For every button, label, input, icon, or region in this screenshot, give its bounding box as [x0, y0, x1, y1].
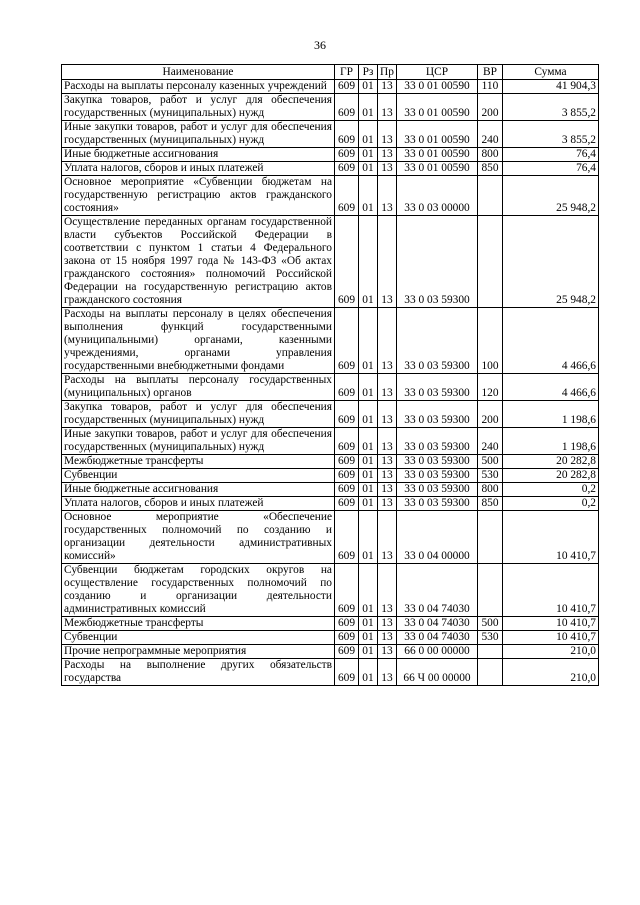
table-row — [62, 162, 599, 176]
row-name-cell: Межбюджетные трансферты — [62, 455, 335, 469]
row-vr-cell: 240 — [478, 121, 503, 148]
row-sum-cell: 76,4 — [503, 148, 599, 162]
table-row — [62, 308, 599, 374]
row-csr-cell: 33 0 03 59300 — [397, 455, 478, 469]
row-gr-cell: 609 — [335, 455, 359, 469]
table-row — [62, 374, 599, 401]
table-row — [62, 483, 599, 497]
row-sum-cell: 41 904,3 — [503, 80, 599, 94]
row-vr-cell: 500 — [478, 617, 503, 631]
table-row — [62, 659, 599, 686]
row-gr-cell: 609 — [335, 659, 359, 686]
row-vr-cell — [478, 216, 503, 308]
row-csr-cell: 33 0 03 59300 — [397, 216, 478, 308]
row-pr-cell: 13 — [378, 483, 397, 497]
row-csr-cell: 33 0 03 59300 — [397, 401, 478, 428]
table-row — [62, 94, 599, 121]
row-gr-cell: 609 — [335, 374, 359, 401]
row-pr-cell: 13 — [378, 455, 397, 469]
row-vr-cell — [478, 564, 503, 617]
row-pr-cell: 13 — [378, 645, 397, 659]
row-vr-cell: 120 — [478, 374, 503, 401]
row-name-cell: Закупка товаров, работ и услуг для обеспечения государственных (муниципальных) нужд — [62, 401, 335, 428]
column-header-rz: Рз — [359, 65, 378, 80]
row-rz-cell: 01 — [359, 428, 378, 455]
row-rz-cell: 01 — [359, 216, 378, 308]
row-sum-cell: 10 410,7 — [503, 564, 599, 617]
row-rz-cell: 01 — [359, 511, 378, 564]
row-name-cell: Субвенции — [62, 631, 335, 645]
row-csr-cell: 33 0 03 59300 — [397, 483, 478, 497]
row-vr-cell: 530 — [478, 469, 503, 483]
row-pr-cell: 13 — [378, 162, 397, 176]
row-rz-cell: 01 — [359, 94, 378, 121]
row-sum-cell: 20 282,8 — [503, 455, 599, 469]
row-pr-cell: 13 — [378, 497, 397, 511]
row-name-cell: Уплата налогов, сборов и иных платежей — [62, 497, 335, 511]
row-name-cell: Прочие непрограммные мероприятия — [62, 645, 335, 659]
row-pr-cell: 13 — [378, 511, 397, 564]
row-sum-cell: 25 948,2 — [503, 216, 599, 308]
row-name-cell: Основное мероприятие «Субвенции бюджетам на государственную регистрацию актов гражданского состояния» — [62, 176, 335, 216]
table-row — [62, 617, 599, 631]
row-gr-cell: 609 — [335, 497, 359, 511]
row-vr-cell — [478, 511, 503, 564]
table-row — [62, 631, 599, 645]
row-rz-cell: 01 — [359, 121, 378, 148]
row-sum-cell: 76,4 — [503, 162, 599, 176]
row-pr-cell: 13 — [378, 94, 397, 121]
table-row — [62, 80, 599, 94]
row-pr-cell: 13 — [378, 401, 397, 428]
table-row — [62, 645, 599, 659]
row-pr-cell: 13 — [378, 631, 397, 645]
budget-table — [61, 64, 599, 686]
row-vr-cell: 200 — [478, 94, 503, 121]
column-header-csr: ЦСР — [397, 65, 478, 80]
row-csr-cell: 33 0 03 59300 — [397, 308, 478, 374]
row-pr-cell: 13 — [378, 176, 397, 216]
row-vr-cell: 800 — [478, 148, 503, 162]
row-name-cell: Расходы на выплаты персоналу казенных учреждений — [62, 80, 335, 94]
table-row — [62, 401, 599, 428]
row-name-cell: Субвенции бюджетам городских округов на осуществление государственных полномочий по созданию и организации деятельности административных комиссий — [62, 564, 335, 617]
row-sum-cell: 0,2 — [503, 483, 599, 497]
row-name-cell: Иные закупки товаров, работ и услуг для обеспечения государственных (муниципальных) нужд — [62, 121, 335, 148]
row-rz-cell: 01 — [359, 374, 378, 401]
row-csr-cell: 33 0 01 00590 — [397, 80, 478, 94]
row-gr-cell: 609 — [335, 469, 359, 483]
row-pr-cell: 13 — [378, 469, 397, 483]
row-gr-cell: 609 — [335, 148, 359, 162]
row-csr-cell: 66 0 00 00000 — [397, 645, 478, 659]
table-row — [62, 148, 599, 162]
row-gr-cell: 609 — [335, 176, 359, 216]
row-csr-cell: 33 0 03 59300 — [397, 469, 478, 483]
table-row — [62, 564, 599, 617]
row-name-cell: Субвенции — [62, 469, 335, 483]
column-header-sum: Сумма — [503, 65, 599, 80]
table-header-row — [62, 65, 599, 80]
row-name-cell: Уплата налогов, сборов и иных платежей — [62, 162, 335, 176]
row-rz-cell: 01 — [359, 645, 378, 659]
row-gr-cell: 609 — [335, 401, 359, 428]
row-sum-cell: 10 410,7 — [503, 617, 599, 631]
row-vr-cell: 200 — [478, 401, 503, 428]
row-sum-cell: 4 466,6 — [503, 374, 599, 401]
row-sum-cell: 3 855,2 — [503, 121, 599, 148]
row-rz-cell: 01 — [359, 483, 378, 497]
row-csr-cell: 33 0 03 59300 — [397, 374, 478, 401]
row-csr-cell: 33 0 01 00590 — [397, 148, 478, 162]
row-gr-cell: 609 — [335, 617, 359, 631]
row-sum-cell: 0,2 — [503, 497, 599, 511]
row-csr-cell: 33 0 04 00000 — [397, 511, 478, 564]
row-csr-cell: 33 0 01 00590 — [397, 162, 478, 176]
row-sum-cell: 210,0 — [503, 645, 599, 659]
row-gr-cell: 609 — [335, 631, 359, 645]
row-sum-cell: 3 855,2 — [503, 94, 599, 121]
row-csr-cell: 33 0 03 59300 — [397, 497, 478, 511]
row-vr-cell: 100 — [478, 308, 503, 374]
page-number: 36 — [314, 38, 326, 52]
row-vr-cell: 500 — [478, 455, 503, 469]
table-row — [62, 121, 599, 148]
row-gr-cell: 609 — [335, 216, 359, 308]
table-row — [62, 511, 599, 564]
row-name-cell: Расходы на выплаты персоналу государственных (муниципальных) органов — [62, 374, 335, 401]
row-sum-cell: 1 198,6 — [503, 428, 599, 455]
row-pr-cell: 13 — [378, 564, 397, 617]
row-vr-cell: 240 — [478, 428, 503, 455]
table-row — [62, 455, 599, 469]
row-csr-cell: 66 Ч 00 00000 — [397, 659, 478, 686]
row-sum-cell: 25 948,2 — [503, 176, 599, 216]
row-gr-cell: 609 — [335, 564, 359, 617]
row-gr-cell: 609 — [335, 80, 359, 94]
row-name-cell: Расходы на выплаты персоналу в целях обеспечения выполнения функций государственными (муниципальными) органами, казенными учреждениями, органами управления государственными внебюджетными фондами — [62, 308, 335, 374]
row-rz-cell: 01 — [359, 659, 378, 686]
row-rz-cell: 01 — [359, 176, 378, 216]
table-row — [62, 469, 599, 483]
row-sum-cell: 20 282,8 — [503, 469, 599, 483]
row-pr-cell: 13 — [378, 80, 397, 94]
row-name-cell: Иные бюджетные ассигнования — [62, 148, 335, 162]
table-row — [62, 497, 599, 511]
row-csr-cell: 33 0 01 00590 — [397, 94, 478, 121]
column-header-pr: Пр — [378, 65, 397, 80]
row-gr-cell: 609 — [335, 308, 359, 374]
row-gr-cell: 609 — [335, 483, 359, 497]
row-gr-cell: 609 — [335, 511, 359, 564]
row-csr-cell: 33 0 03 59300 — [397, 428, 478, 455]
row-name-cell: Иные закупки товаров, работ и услуг для обеспечения государственных (муниципальных) нужд — [62, 428, 335, 455]
row-vr-cell: 850 — [478, 162, 503, 176]
row-csr-cell: 33 0 01 00590 — [397, 121, 478, 148]
row-pr-cell: 13 — [378, 148, 397, 162]
row-rz-cell: 01 — [359, 308, 378, 374]
row-sum-cell: 210,0 — [503, 659, 599, 686]
row-vr-cell — [478, 659, 503, 686]
row-vr-cell — [478, 645, 503, 659]
table-body — [62, 80, 599, 686]
row-name-cell: Расходы на выполнение других обязательств государства — [62, 659, 335, 686]
row-sum-cell: 10 410,7 — [503, 631, 599, 645]
row-sum-cell: 10 410,7 — [503, 511, 599, 564]
table-row — [62, 428, 599, 455]
row-name-cell: Закупка товаров, работ и услуг для обеспечения государственных (муниципальных) нужд — [62, 94, 335, 121]
row-vr-cell: 530 — [478, 631, 503, 645]
row-pr-cell: 13 — [378, 617, 397, 631]
row-gr-cell: 609 — [335, 162, 359, 176]
column-header-name: Наименование — [62, 65, 335, 80]
row-pr-cell: 13 — [378, 121, 397, 148]
row-csr-cell: 33 0 04 74030 — [397, 617, 478, 631]
column-header-vr: ВР — [478, 65, 503, 80]
row-rz-cell: 01 — [359, 162, 378, 176]
row-rz-cell: 01 — [359, 148, 378, 162]
row-sum-cell: 4 466,6 — [503, 308, 599, 374]
row-gr-cell: 609 — [335, 121, 359, 148]
row-rz-cell: 01 — [359, 497, 378, 511]
row-name-cell: Межбюджетные трансферты — [62, 617, 335, 631]
column-header-gr: ГР — [335, 65, 359, 80]
row-pr-cell: 13 — [378, 216, 397, 308]
row-pr-cell: 13 — [378, 308, 397, 374]
table-row — [62, 216, 599, 308]
row-rz-cell: 01 — [359, 631, 378, 645]
row-name-cell: Иные бюджетные ассигнования — [62, 483, 335, 497]
table-row — [62, 176, 599, 216]
row-rz-cell: 01 — [359, 469, 378, 483]
row-gr-cell: 609 — [335, 94, 359, 121]
row-rz-cell: 01 — [359, 617, 378, 631]
row-vr-cell — [478, 176, 503, 216]
row-vr-cell: 850 — [478, 497, 503, 511]
row-vr-cell: 800 — [478, 483, 503, 497]
row-csr-cell: 33 0 04 74030 — [397, 564, 478, 617]
row-sum-cell: 1 198,6 — [503, 401, 599, 428]
row-vr-cell: 110 — [478, 80, 503, 94]
row-name-cell: Основное мероприятие «Обеспечение государственных полномочий по созданию и организации деятельности административных комиссий» — [62, 511, 335, 564]
row-rz-cell: 01 — [359, 401, 378, 428]
row-gr-cell: 609 — [335, 645, 359, 659]
row-pr-cell: 13 — [378, 428, 397, 455]
row-rz-cell: 01 — [359, 564, 378, 617]
row-pr-cell: 13 — [378, 659, 397, 686]
row-name-cell: Осуществление переданных органам государственной власти субъектов Российской Федерации в соответствии с пунктом 1 статьи 4 Федерального закона от 15 ноября 1997 года № 143-ФЗ «Об актах гражданского состояния» полномочий Российской Федерации на государственную регистрацию актов гражданского состояния — [62, 216, 335, 308]
row-gr-cell: 609 — [335, 428, 359, 455]
row-pr-cell: 13 — [378, 374, 397, 401]
row-csr-cell: 33 0 04 74030 — [397, 631, 478, 645]
row-rz-cell: 01 — [359, 455, 378, 469]
row-rz-cell: 01 — [359, 80, 378, 94]
row-csr-cell: 33 0 03 00000 — [397, 176, 478, 216]
